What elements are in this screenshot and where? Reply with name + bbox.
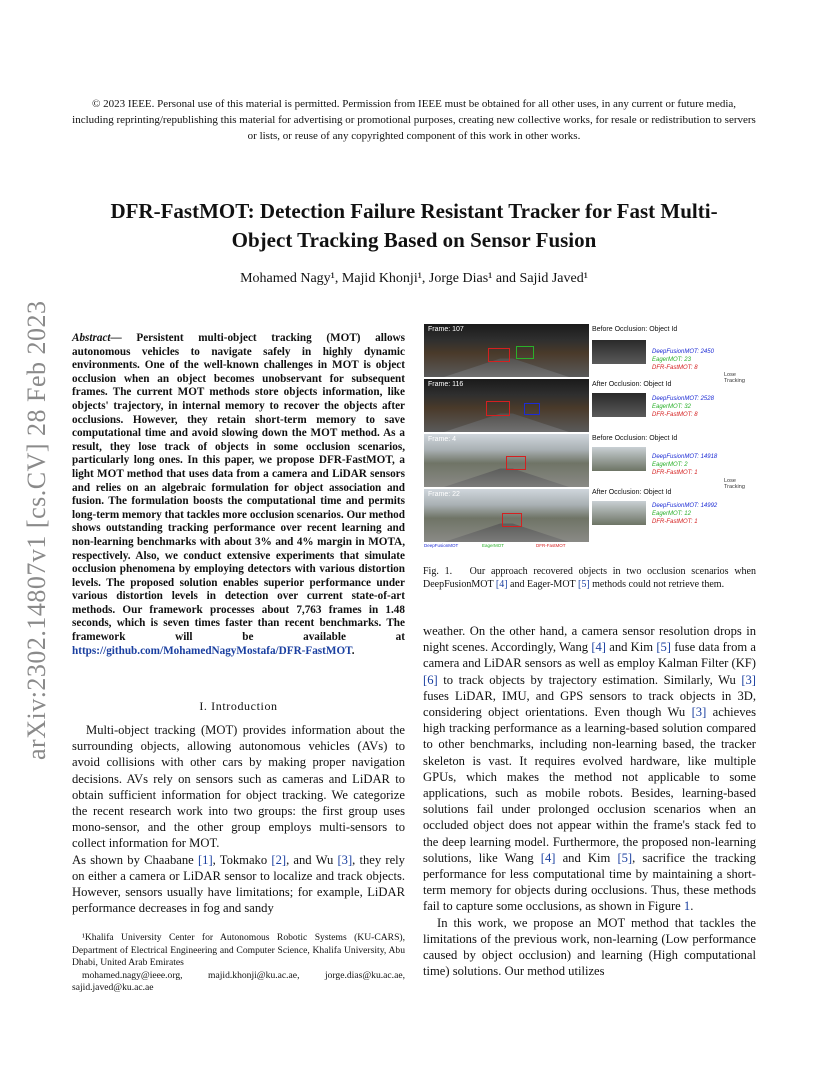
frame-image-1: [424, 324, 589, 377]
intro-right-column: [423, 623, 756, 979]
frame-image-3: [424, 434, 589, 487]
lose-tracking-label: Lose Tracking: [724, 478, 745, 490]
citation-link[interactable]: [5]: [656, 640, 671, 655]
intro-paragraph-2: As shown by Chaabane [1], Tokmako [2], and Wu [3], they rely on either a camera or LiDAR sensor to localize and track objects. However, sensors usually have limitations; for example, LiDAR performance decreases in fog and sandy: [72, 852, 405, 916]
citation-link[interactable]: [5]: [577, 578, 590, 590]
frame-label: Frame: 4: [428, 436, 457, 443]
footnote: [72, 932, 405, 995]
citation-link[interactable]: [2]: [271, 852, 287, 867]
frame-image-2: [424, 379, 589, 432]
intro-paragraph-1: Multi-object tracking (MOT) provides information about the surrounding objects, allowing autonomous vehicles (AVs) to avoid collisions with other cars by making proper navigation decisions. AVs rely on sensors such as cameras and LiDAR to obtain sufficient information for object tracking. We categorize the recent research work into two groups: the first group uses mono-sensor, and the other group employs multi-sensors to collect information for MOT.: [72, 723, 405, 851]
frame-label: Frame: 22: [428, 491, 460, 498]
citation-link[interactable]: [4]: [591, 640, 606, 655]
citation-link[interactable]: [4]: [540, 850, 556, 865]
citation-link[interactable]: [3]: [741, 672, 756, 687]
abstract-text: — Persistent multi-object tracking (MOT) allows autonomous vehicles to navigate safely in highly dynamic environments. One of the well-known challenges in MOT is object occlusion when an object becomes unobservant for subsequent frames. The current MOT methods store objects information, like objects' trajectory, in internal memory to recover the objects after occlusions. However, they retain short-term memory to save computational time and avoid slowing down the MOT method. As a result, they lose track of objects in some occlusion scenarios, particularly long ones. In this paper, we propose DFR-FastMOT, a light MOT method that uses data from a camera and LiDAR sensors and relies on an algebraic formulation for object association and fusion. The formulation boosts the computational time and permits long-term memory that tackles more occlusion scenarios. Our method shows outstanding tracking performance over recent learning and non-learning benchmarks with about 3% and 4% margin in MOTA, respectively. Also, we conduct extensive experiments that simulate occlusion phenomena by employing detectors with various distortion levels. The proposed solution enables superior performance under various distortion levels in detection over current state-of-art methods. Our framework processes about 7,763 frames in 1.48 seconds, which is seven times faster than recent benchmarks. The framework will be available at: [72, 332, 405, 644]
legend-deepfusionmot: DeepFusionMOT: [424, 543, 459, 548]
lose-tracking-label: Lose Tracking: [724, 372, 745, 384]
panel-before-occlusion-1: Before Occlusion: Object Id DeepFusionMOT: 2450 EagerMOT: 23 DFR-FastMOT: 8 Lose Tracking: [592, 326, 756, 378]
paper-title: DFR-FastMOT: Detection Failure Resistant Tracker for Fast Multi-Object Tracking Based on Sensor Fusion: [110, 199, 718, 252]
legend-dfr-fastmot: DFR-FastMOT: [536, 543, 566, 548]
github-link[interactable]: https://github.com/MohamedNagyMostafa/DFR-FastMOT: [72, 644, 352, 657]
frame-label: Frame: 116: [428, 381, 464, 388]
author-list: Mohamed Nagy¹, Majid Khonji¹, Jorge Dias¹ and Sajid Javed¹: [240, 271, 588, 286]
right-paragraph-2: In this work, we propose an MOT method that tackles the limitations of the previous work, non-learning (Low performance caused by object occlusion) and learning (High computational time) solutions. Our method utilizes: [423, 915, 756, 979]
panel-after-occlusion-2: After Occlusion: Object Id DeepFusionMOT: 14992 EagerMOT: 12 DFR-FastMOT: 1: [592, 489, 718, 525]
figure-legend: [424, 543, 589, 551]
panel-before-occlusion-2: Before Occlusion: Object Id DeepFusionMOT: 14918 EagerMOT: 2 DFR-FastMOT: 1 Lose Tracking: [592, 435, 756, 487]
abstract-label: Abstract: [72, 332, 111, 344]
abstract: Abstract— Persistent multi-object tracking (MOT) allows autonomous vehicles to navigate safely in highly dynamic environments. One of the well-known challenges in MOT is object occlusion when an object becomes unobservant for subsequent frames. The current MOT methods store objects information, like objects' trajectory, in internal memory to recover the objects after occlusions. However, they retain short-term memory to save computational time and avoid slowing down the MOT method. As a result, they lose track of objects in some occlusion scenarios, particularly long ones. In this paper, we propose DFR-FastMOT, a light MOT method that uses data from a camera and LiDAR sensors and relies on an algebraic formulation for object association and fusion. The formulation boosts the computational time and permits long-term memory that tackles more occlusion scenarios. Our method shows outstanding tracking performance over recent learning and non-learning benchmarks with about 3% and 4% margin in MOTA, respectively. Also, we conduct extensive experiments that simulate occlusion phenomena by employing detectors with various distortion levels. The proposed solution enables superior performance under various distortion levels in detection over current state-of-art methods. Our framework processes about 7,763 frames in 1.48 seconds, which is seven times faster than recent benchmarks. The framework will be available at https://github.com/MohamedNagyMostafa/DFR-FastMOT.: [72, 332, 405, 657]
footnote-affiliation: ¹Khalifa University Center for Autonomous Robotic Systems (KU-CARS), Department of Electrical Engineering and Computer Science, Khalifa University, Abu Dhabi, United Arab Emirates: [72, 932, 405, 969]
footnote-emails: mohamed.nagy@ieee.org, majid.khonji@ku.ac.ae, jorge.dias@ku.ac.ae, sajid.javed@ku.ac.ae: [72, 969, 405, 994]
panel-after-occlusion-1: After Occlusion: Object Id DeepFusionMOT: 2528 EagerMOT: 32 DFR-FastMOT: 8: [592, 381, 714, 418]
intro-left-column: [72, 722, 405, 916]
citation-link[interactable]: [1]: [197, 852, 213, 867]
citation-link[interactable]: [6]: [423, 672, 438, 687]
section-heading-introduction: I. Introduction: [199, 699, 278, 713]
figure-1: [424, 324, 756, 557]
citation-link[interactable]: [4]: [495, 578, 508, 590]
citation-link[interactable]: [5]: [617, 850, 633, 865]
citation-link[interactable]: [3]: [337, 852, 353, 867]
figure-caption: Fig. 1. Our approach recovered objects in two occlusion scenarios when DeepFusionMOT [4] and Eager-MOT [5] methods could not retrieve them.: [423, 566, 756, 590]
figure-reference-link[interactable]: 1: [683, 899, 691, 914]
copyright-notice: © 2023 IEEE. Personal use of this material is permitted. Permission from IEEE must be obtained for all other uses, in any current or future media, including reprinting/republishing this material for advertising or promotional purposes, creating new collective works, for resale or redistribution to servers or lists, or reuse of any copyrighted component of this work in other works.: [72, 98, 756, 142]
right-paragraph-1: weather. On the other hand, a camera sensor resolution drops in night scenes. Accordingly, Wang [4] and Kim [5] fuse data from a camera and LiDAR sensors as well as employ Kalman Filter (KF) [6] to track objects by trajectory estimation. Similarly, Wu [3] fuses LiDAR, IMU, and GPS sensors to track objects in 3D, considering object orientations. Even though Wu [3] achieves high tracking performance as a learning-based solution compared to other benchmarks, including non-learning based, the tracker skeleton is vast. It requires evolved hardware, like multiple GPUs, which makes the method not applicable to some applications, such as mobile robots. Besides, learning-based solutions fail under prolonged occlusion scenarios when an occluded object does not appear within the frame's stack fed to the deep learning model. Furthermore, the proposed non-learning solutions, like Wang [4] and Kim [5], sacrifice the tracking performance for less computational time by maintaining a short-term memory for objects during occlusions. Thus, these methods fail to capture some occlusions, as shown in Figure 1.: [423, 624, 757, 914]
frame-label: Frame: 107: [428, 326, 464, 333]
frame-image-4: [424, 489, 589, 542]
legend-eagermot: EagerMOT: [482, 543, 505, 548]
citation-link[interactable]: [3]: [691, 705, 707, 720]
